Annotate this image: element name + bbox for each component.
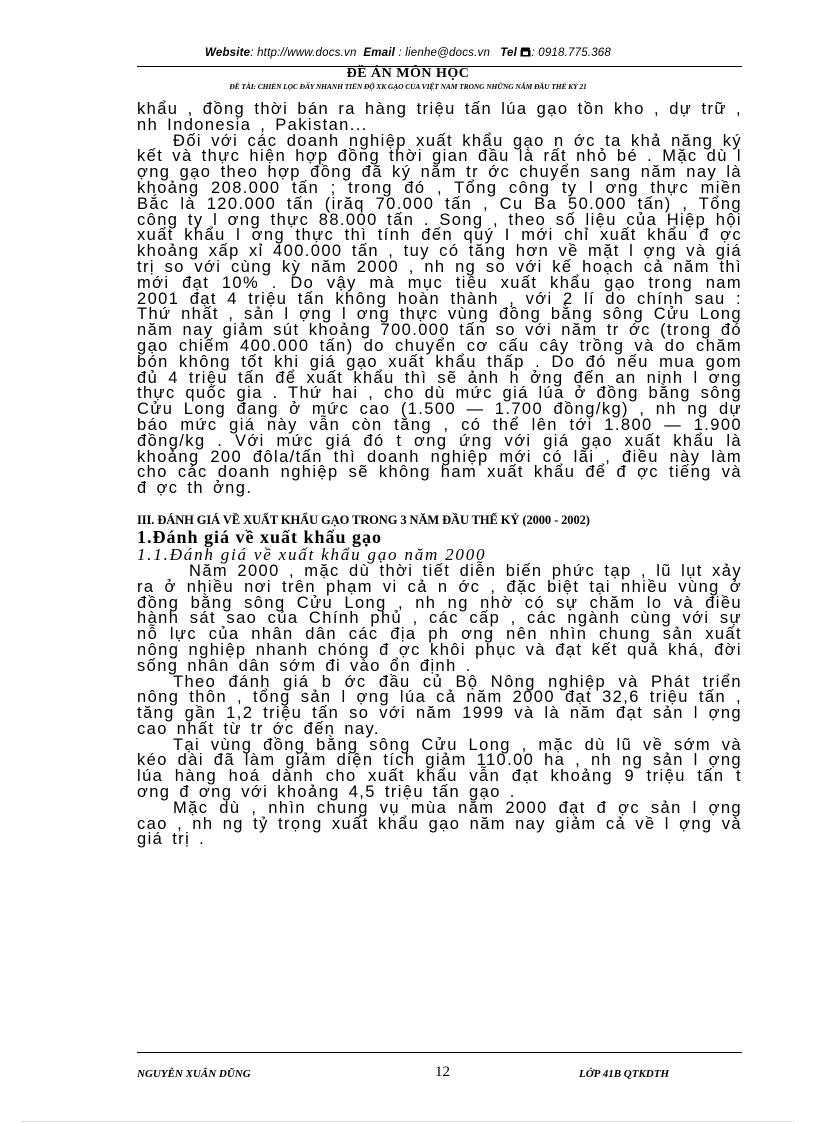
paragraph-ministry-assessment: Theo đánh giá b ớc đầu củ Bộ Nông nghiệp và Phát triển nông thôn , tổng sản l ợng lúa cả năm 2000 đạt 32,6 triệu tấn , tăng gần 1,2 triệu tấn so với năm 1999 và là năm đạt sản l ợng cao nhất từ tr ớc đến nay. bbox=[137, 672, 742, 738]
paragraph-continuation: khẩu , đồng thời bán ra hàng triệu tấn lúa gạo tồn kho , dự trữ , nh Indonesia , Pakistan... bbox=[137, 100, 742, 134]
page-number: 12 bbox=[435, 1064, 450, 1080]
footer-rule bbox=[137, 1052, 742, 1053]
tel-value: : 0918.775.368 bbox=[531, 47, 611, 59]
paragraph-enterprise-contracts: Đối với các doanh nghiệp xuất khẩu gạo n ớc ta khả năng ký kết và thực hiện hợp đồng thời gian đầu là rất nhỏ bé . Mặc dù l ợng gạo theo hợp đồng đã ký năm tr ớc chuyển sang năm nay là khoảng 208.000 tấn ; trong đó , Tổng công ty l ơng thực miền Bắc là 120.000 tấn (irăq 70.000 tấn , Cu Ba 50.000 tấn) , Tổng công ty l ơng thực 88.000 tấn . Song , theo số liệu của Hiệp hội xuất khẩu l ơng thực thì tính đến quý I mới chỉ xuất khẩu đ ợc khoảng xấp xỉ 400.000 tấn , tuy có tăng hơn về mặt l ợng và giá trị so với cùng kỳ năm 2000 , nh ng so với kế hoạch cả năm thì mới đạt 10% . Do vậy mà mục tiêu xuất khẩu gạo trong nam 2001 đạt 4 triệu tấn không hoàn thành , với 2 lí do chính sau : Thứ nhất , sản l ợng l ơng thực vùng đồng bằng sông Cửu Long năm nay giảm sút khoảng 700.000 tấn so với năm tr ớc (trong đó gạo chiếm 400.000 tấn) do chuyển cơ cấu cây trồng và do chăm bón không tốt khi giá gạo xuất khẩu thấp . Do đó nếu mua gom đủ 4 triệu tấn để xuất khẩu thì sẽ ảnh h ởng đến an ninh l ơng thực quốc gia . Thứ hai , cho dù mức giá lúa ở đồng bằng sông Cửu Long đang ở mức cao (1.500 — 1.700 đồng/kg) , nh ng dự báo mức giá này vẫn còn tăng , có thể lên tới 1.800 — 1.900 đồng/kg . Với mức giá đó t ơng ứng với giá gạo xuất khẩu là khoảng 200 đôla/tấn thì doanh nghiệp mới có lãi , điều này làm cho các doanh nghiệp sẽ không ham xuất khẩu để đ ợc tiếng và đ ợc th ởng. bbox=[137, 131, 742, 498]
sub-heading-1-1: 1.1.Đánh giá về xuất khẩu gạo năm 2000 bbox=[137, 544, 487, 564]
document-title: ĐỀ ÁN MÔN HỌC bbox=[346, 66, 470, 81]
paragraph-mekong-delta: Tại vùng đồng bằng sông Cửu Long , mặc dù lũ về sớm và kéo dài đã làm giảm diện tích giảm 110.00 ha , nh ng sản l ợng lúa hàng hoá dành cho xuất khẩu vẫn đạt khoảng 9 triệu tấn t ơng đ ơng với khoảng 4,5 triệu tấn gạo . bbox=[137, 735, 742, 802]
paragraph-year-2000: Năm 2000 , mặc dù thời tiết diễn biến phức tạp , lũ lụt xảy ra ở nhiều nơi trên phạm vi cả n ớc , đặc biệt tại nhiều vùng ở đồng bằng sông Cửu Long , nh ng nhờ có sự chăm lo và điều hành sát sao của Chính phủ , các cấp , các ngành cùng với sự nỗ lực của nhân dân các địa ph ơng nên nhìn chung sản xuất nông nghiệp nhanh chóng đ ợc khôi phục và đạt kết quả khá, đời sống nhân dân sớm đi vào ổn định . bbox=[137, 561, 742, 675]
phone-icon bbox=[520, 47, 531, 60]
header-contact-line bbox=[0, 47, 816, 60]
page-bottom-dotted-line bbox=[22, 1121, 794, 1122]
footer-class: LỚP 41B QTKDTH bbox=[579, 1068, 670, 1080]
page-body bbox=[137, 102, 742, 848]
footer-author: NGUYỄN XUÂN DŨNG bbox=[137, 1068, 251, 1080]
paragraph-export-share: Mặc dù , nhìn chung vụ mùa năm 2000 đạt đ ợc sản l ợng cao , nh ng tỷ trọng xuất khẩu gạo năm nay giảm cả về l ợng và giá trị . bbox=[137, 798, 742, 849]
email-label: Email bbox=[363, 47, 396, 59]
website-value[interactable]: : http://www.docs.vn bbox=[250, 47, 357, 59]
tel-label: Tel bbox=[500, 47, 518, 59]
website-label: Website bbox=[205, 47, 251, 59]
sub-heading-1: 1.Đánh giá về xuất khẩu gạo bbox=[137, 526, 383, 547]
document-topic: ĐỀ TÀI: CHIẾN LỌC ĐẨY NHANH TIẾN ĐỘ XK GẠO CỦA VIỆT NAM TRONG NHỮNG NĂM ĐẦU THẾ KỶ 21 bbox=[229, 82, 587, 91]
email-value[interactable]: : lienhe@docs.vn bbox=[398, 47, 491, 59]
section-heading-iii: III. ĐÁNH GIÁ VỀ XUẤT KHẨU GẠO TRONG 3 NĂM ĐẦU THẾ KỶ (2000 - 2002) bbox=[137, 512, 590, 527]
